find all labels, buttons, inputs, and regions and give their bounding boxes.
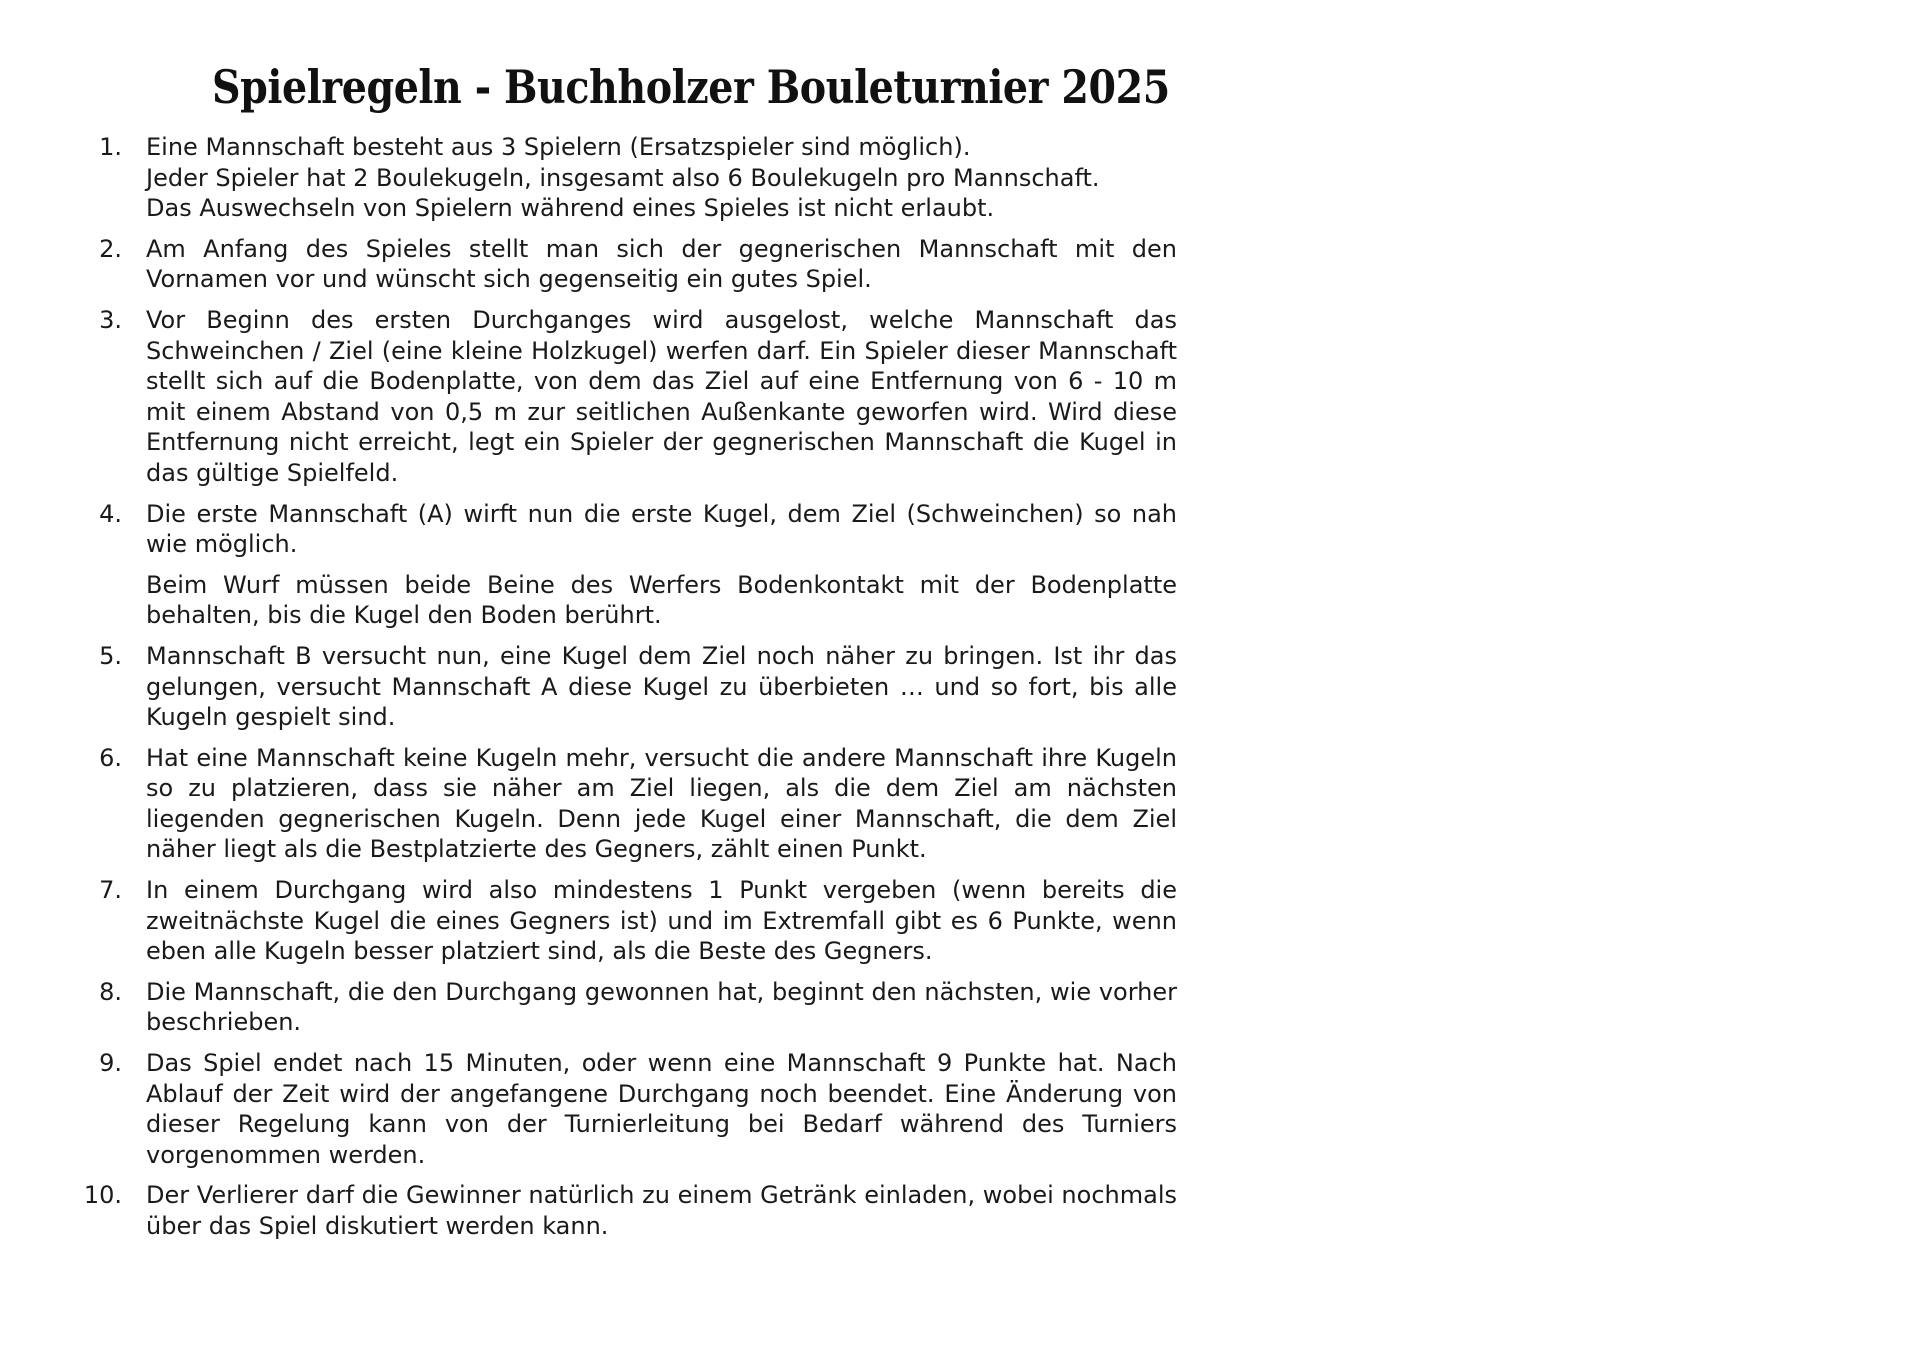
rule-number: 10.	[83, 1181, 122, 1210]
rule-number: 2.	[99, 234, 122, 263]
rule-item	[0, 234, 1180, 295]
rule-paragraph: Eine Mannschaft besteht aus 3 Spielern (Ersatzspieler sind möglich). Jeder Spieler hat 2 Boulekugeln, insgesamt also 6 Boulekugeln pro Mannschaft. Das Auswechseln von Spielern während eines Spieles ist nicht erlaubt.	[146, 133, 1100, 223]
rule-item	[0, 1048, 1180, 1170]
rule-paragraph: Die erste Mannschaft (A) wirft nun die erste Kugel, dem Ziel (Schweinchen) so nah wie möglich.	[146, 499, 1177, 559]
rule-item	[0, 641, 1180, 733]
rule-number: 7.	[99, 876, 122, 905]
rules-list	[0, 132, 1180, 1252]
rule-item	[0, 743, 1180, 865]
rule-item	[0, 499, 1180, 631]
rule-item	[0, 305, 1180, 489]
rule-item	[0, 977, 1180, 1038]
rule-number: 6.	[99, 743, 122, 772]
rule-number: 8.	[99, 977, 122, 1006]
rule-paragraph: Beim Wurf müssen beide Beine des Werfers Bodenkontakt mit der Bodenplatte behalten, bis die Kugel den Boden berührt.	[146, 570, 1177, 630]
rule-item	[0, 132, 1180, 224]
rule-paragraph: Die Mannschaft, die den Durchgang gewonnen hat, beginnt den nächsten, wie vorher beschrieben.	[146, 977, 1177, 1037]
rule-paragraph: Der Verlierer darf die Gewinner natürlich zu einem Getränk einladen, wobei nochmals über das Spiel diskutiert werden kann.	[146, 1181, 1177, 1240]
rule-paragraph: Mannschaft B versucht nun, eine Kugel dem Ziel noch näher zu bringen. Ist ihr das gelungen, versucht Mannschaft A diese Kugel zu überbieten … und so fort, bis alle Kugeln gespielt sind.	[146, 641, 1177, 732]
rule-paragraph: Vor Beginn des ersten Durchganges wird ausgelost, welche Mannschaft das Schweinchen / Ziel (eine kleine Holzkugel) werfen darf. Ein Spieler dieser Mannschaft stellt sich auf die Bodenplatte, von dem das Ziel auf eine Entfernung von 6 - 10 m mit einem Abstand von 0,5 m zur seitlichen Außenkante geworfen wird. Wird diese Entfernung nicht erreicht, legt ein Spieler der gegnerischen Mannschaft die Kugel in das gültige Spielfeld.	[146, 305, 1177, 487]
rule-number: 1.	[99, 133, 122, 161]
rule-item	[0, 1180, 1180, 1241]
rule-number: 9.	[99, 1049, 122, 1078]
rule-number: 4.	[99, 499, 122, 528]
rule-number: 5.	[99, 641, 122, 670]
document-title: Spielregeln - Buchholzer Bouleturnier 2025	[212, 60, 1170, 114]
rule-paragraph: In einem Durchgang wird also mindestens 1 Punkt vergeben (wenn bereits die zweitnächste Kugel die eines Gegners ist) und im Extremfall gibt es 6 Punkte, wenn eben alle Kugeln besser platziert sind, als die Beste des Gegners.	[146, 876, 1177, 966]
rule-item	[0, 875, 1180, 967]
rule-paragraph: Am Anfang des Spieles stellt man sich der gegnerischen Mannschaft mit den Vornamen vor und wünscht sich gegenseitig ein gutes Spiel.	[146, 234, 1177, 294]
rule-paragraph: Hat eine Mannschaft keine Kugeln mehr, versucht die andere Mannschaft ihre Kugeln so zu platzieren, dass sie näher am Ziel liegen, als die dem Ziel am nächsten liegenden gegnerischen Kugeln. Denn jede Kugel einer Mannschaft, die dem Ziel näher liegt als die Bestplatzierte des Gegners, zählt einen Punkt.	[146, 743, 1177, 864]
rule-paragraph: Das Spiel endet nach 15 Minuten, oder wenn eine Mannschaft 9 Punkte hat. Nach Ablauf der Zeit wird der angefangene Durchgang noch beendet. Eine Änderung von dieser Regelung kann von der Turnierleitung bei Bedarf während des Turniers vorgenommen werden.	[146, 1049, 1177, 1169]
rule-number: 3.	[99, 305, 122, 334]
